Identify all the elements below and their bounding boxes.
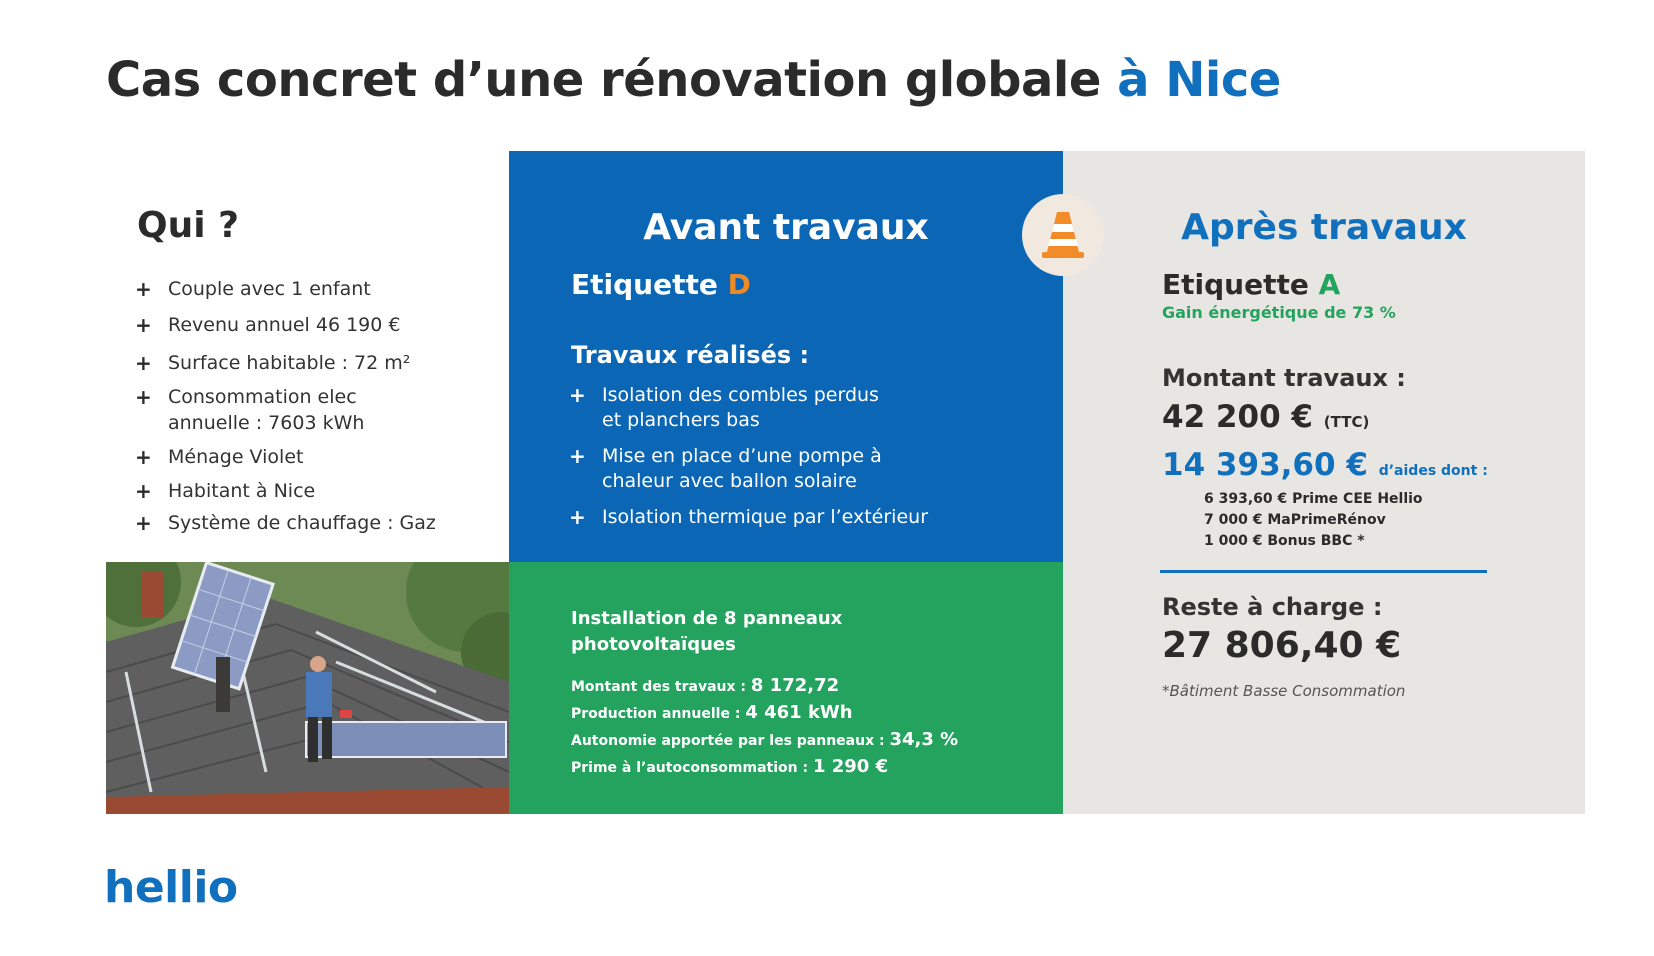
list-item: 1 000 € Bonus BBC *: [1204, 533, 1365, 549]
solar-roof-photo: [106, 562, 509, 814]
list-item: + Isolation des combles perdus et planchers bas: [569, 383, 879, 431]
plus-icon: +: [135, 351, 152, 375]
traffic-cone-icon: [1022, 194, 1104, 276]
list-item: 6 393,60 € Prime CEE Hellio: [1204, 491, 1423, 507]
list-item: Prime à l’autoconsommation : 1 290 €: [571, 756, 889, 777]
title-main: Cas concret d’une rénovation globale: [106, 52, 1118, 108]
plus-icon: +: [135, 385, 152, 409]
plus-icon: +: [135, 313, 152, 337]
solar-lines: [571, 673, 958, 781]
list-item: + Isolation thermique par l’extérieur: [569, 505, 929, 529]
qui-title: Qui ?: [137, 205, 239, 246]
works-subtitle: Travaux réalisés :: [571, 341, 810, 369]
plus-icon: +: [135, 511, 152, 535]
works-list: [569, 383, 1039, 530]
energy-grade-d: D: [727, 268, 751, 301]
before-energy-label: Etiquette D: [571, 268, 751, 301]
energy-gain: Gain énergétique de 73 %: [1162, 303, 1396, 322]
list-item: + Consommation elec annuelle : 7603 kWh: [135, 385, 365, 434]
plus-icon: +: [135, 445, 152, 469]
after-panel: [1063, 151, 1585, 814]
solar-title: Installation de 8 panneaux photovoltaïques: [571, 608, 843, 655]
list-item: + Mise en place d’une pompe à chaleur avec ballon solaire: [569, 444, 882, 492]
list-item: + Couple avec 1 enfant: [135, 277, 371, 301]
list-item: Montant des travaux : 8 172,72: [571, 675, 840, 696]
remaining-cost-label: Reste à charge :: [1162, 593, 1383, 621]
footnote: *Bâtiment Basse Consommation: [1162, 682, 1406, 700]
after-title: Après travaux: [1181, 207, 1467, 248]
before-panel: [509, 151, 1063, 562]
remaining-cost-value: 27 806,40 €: [1162, 625, 1402, 666]
before-title: Avant travaux: [643, 207, 929, 248]
works-amount-label: Montant travaux :: [1162, 364, 1406, 392]
energy-grade-a: A: [1318, 268, 1341, 301]
plus-icon: +: [569, 505, 586, 529]
plus-icon: +: [569, 383, 586, 407]
plus-icon: +: [569, 444, 586, 468]
list-item: + Habitant à Nice: [135, 479, 316, 503]
title-accent: à Nice: [1117, 52, 1281, 108]
solar-panel-info: [509, 562, 1063, 814]
list-item: + Système de chauffage : Gaz: [135, 511, 436, 535]
plus-icon: +: [135, 277, 152, 301]
divider: [1160, 570, 1487, 573]
after-energy-label: Etiquette A: [1162, 268, 1341, 301]
aid-amount: 14 393,60 € d’aides dont :: [1162, 447, 1488, 483]
list-item: + Surface habitable : 72 m²: [135, 351, 411, 375]
qui-list: [135, 276, 495, 536]
list-item: Autonomie apportée par les panneaux : 34,3 %: [571, 729, 959, 750]
list-item: + Ménage Violet: [135, 445, 304, 469]
list-item: 7 000 € MaPrimeRénov: [1204, 512, 1386, 528]
page-title: [106, 52, 1281, 108]
plus-icon: +: [135, 479, 152, 503]
works-amount-value: 42 200 € (TTC): [1162, 399, 1370, 435]
list-item: Production annuelle : 4 461 kWh: [571, 702, 853, 723]
aid-breakdown: [1204, 489, 1423, 552]
list-item: + Revenu annuel 46 190 €: [135, 313, 401, 337]
hellio-logo: hellio: [104, 862, 238, 913]
